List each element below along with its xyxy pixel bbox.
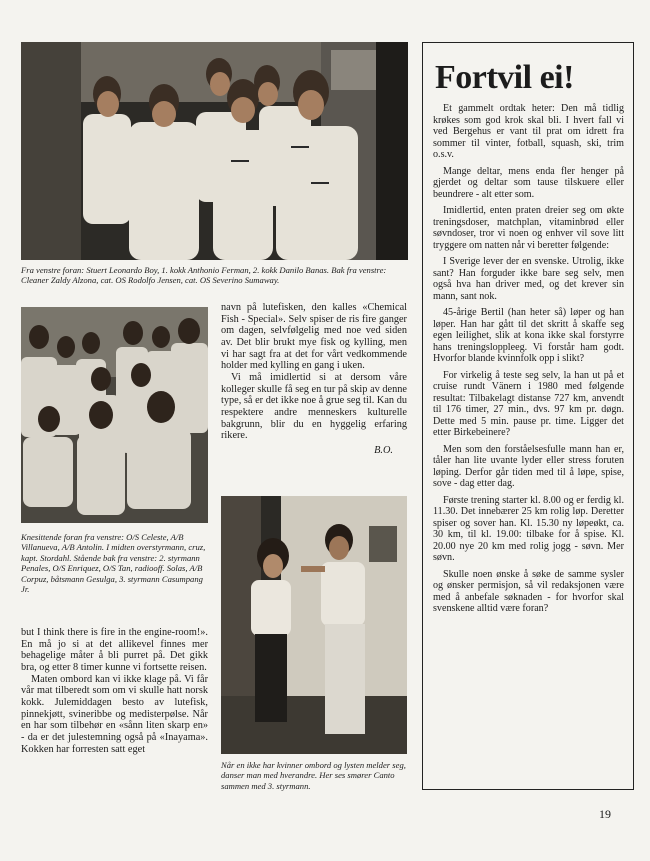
paragraph: I Sverige lever der en svenske. Utrolig, ikke sant? Han forguder ikke bare seg selv, men også hva han driver med, og det krever sin mann, sant nok. (433, 256, 624, 302)
sidebar-box (422, 42, 634, 790)
paragraph: For virkelig å teste seg selv, la han ut på et cruise rundt Vänern i 1980 med følgende resultat: Tilbakelagt distanse 727 km, anvendt til 176 timer, 27 min., dvs. 97 km pr. døgn. Dette med 5 min. pause pr. time. Ligger det etter Birkebeinere? (433, 369, 624, 438)
paragraph: Et gammelt ordtak heter: Den må tidlig krøkes som god krok skal bli. I hvert fall vi ved Bergehus er vant til prat om idrett fra sommer til vinter, fotball, squash, ski, trim o.s.v. (433, 103, 624, 160)
caption-crew-cooks: Fra venstre foran: Stuert Leonardo Boy, 1. kokk Anthonio Ferman, 2. kokk Danilo Banas. Bak fra venstre: Cleaner Zaldy Alzona, cat. OS Rodolfo Jensen, cat. OS Severino Sumaway. (21, 265, 387, 286)
paragraph: but I think there is fire in the engine-room!». En må jo si at det allikevel finnes mer behagelige måter å bli purret på. Det gikk bra, og etter 8 timer kunne vi fortsette reisen. (21, 627, 208, 673)
paragraph: 45-årige Bertil (han heter så) løper og han løper. Han har gått til det skritt å skaffe seg egen leilighet, slik at kona ikke skal forstyrre hans treningsloppleeg. Vi forstår ham godt. Hvorfor blande kvinnfolk opp i slikt? (433, 307, 624, 364)
paragraph: Maten ombord kan vi ikke klage på. Vi får vår mat tilberedt som om vi skulle hatt norsk kokk. Julemiddagen besto av lutefisk, pinnekjøtt, svineribbe og medisterpølse. Når en har som tilbehør en «sånn liten skarp en» - da er det julestemning også på «Inayama». Kokken har forresten satt eget (21, 673, 208, 755)
photo-dancing (221, 496, 407, 754)
paragraph: Skulle noen ønske å søke de samme sysler og ønsker permisjon, så vil redaksjonen være med å anbefale søknaden - for hvorfor skal svenskene alltid være foran? (433, 568, 624, 614)
article-middle-column (221, 302, 407, 457)
page-number: 19 (599, 807, 611, 821)
paragraph: navn på lutefisken, den kalles «Chemical Fish - Special». Selv spiser de ris fire ganger om dagen, selvfølgelig med noe ved siden av. Det blir brukt mye fisk og kylling, men vi har sagt fra at det for vårt vedkommende holder med kylling en gang i uken. (221, 302, 407, 372)
paragraph: Mange deltar, mens enda fler henger på gjerdet og deltar som tause tilskuere eller beundrere - alt etter som. (433, 165, 624, 200)
photo-crew-group (21, 307, 208, 523)
paragraph: Vi må imidlertid si at dersom våre kolleger skulle få seg en tur på skip av denne type, så er det ikke noe å grue seg til. Kan du respektere andre menneskers kulturelle bakgrunn, blir du en hyggelig erfaring rikere. (221, 371, 407, 442)
caption-dancing: Når en ikke har kvinner ombord og lysten melder seg, danser man med hverandre. Her ses smører Canto sammen med 3. styrmann. (221, 760, 406, 791)
paragraph: Men som den forståelsesfulle mann han er, tåler han lite uvante lyder eller stress foruten løping. Derfor går tiden med til å løpe, spise, sove - dag etter dag. (433, 443, 624, 489)
photo-crew-cooks (21, 42, 408, 260)
caption-crew-group: Knesittende foran fra venstre: O/S Celeste, A/B Villanueva, A/B Antolin. I midten overstyrmann, cruz, kapt. Stordahl. Stående bak fra venstre: 2. styrmann Penales, O/S Enriquez, O/S Tan, radiooff. Solas, A/B Corpuz, båtsmann Gesulga, 3. styrmann Casumpang Jr. (21, 532, 206, 595)
sidebar-text (433, 103, 624, 615)
paragraph: Første trening starter kl. 8.00 og er ferdig kl. 11.30. Det innebærer 25 km rolig løp. Deretter spiser og sover han. Kl. 15.30 ny løpeøkt, ca. 30 km, til kl. 19.00: tilbake for å spise. Kl. 20.00 nye 20 km med rolig jogg - søvn. Mer søvn. (433, 494, 624, 563)
paragraph: Imidlertid, enten praten dreier seg om økte treningsdoser, matchplan, vitaminbrød eller søvndoser, tror vi noen og enhver vil sove litt tryggere om natten når vi beretter følgende: (433, 205, 624, 251)
sidebar-title: Fortvil ei! (435, 59, 574, 96)
article-left-column (21, 627, 208, 755)
author-signature: B.O. (374, 444, 393, 456)
